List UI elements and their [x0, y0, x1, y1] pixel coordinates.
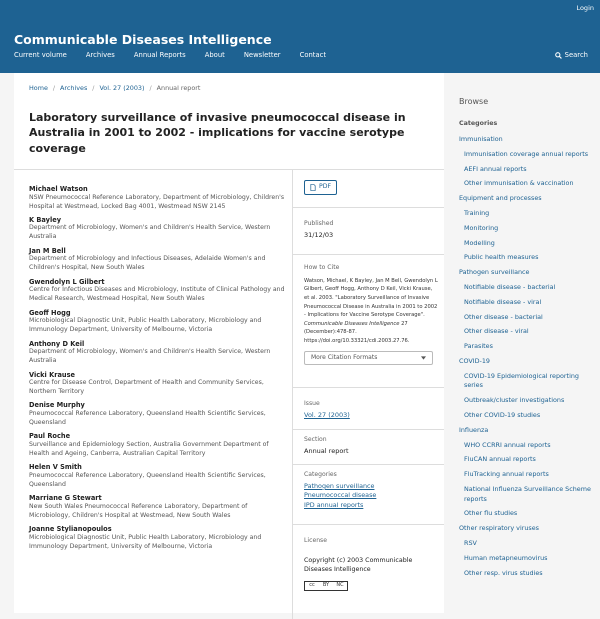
- breadcrumb-separator: /: [92, 84, 95, 92]
- sidebar-subcategory-link[interactable]: Other COVID-19 studies: [464, 410, 541, 419]
- author-affiliation: Microbiological Diagnostic Unit, Public Health Laboratory, Microbiology and Immunology Department, University of Melbourne, Victoria: [29, 533, 262, 550]
- sidebar-category-link[interactable]: COVID-19: [459, 356, 490, 365]
- author-item: [29, 247, 289, 274]
- author-name: Marriane G Stewart: [29, 494, 102, 503]
- breadcrumb-home[interactable]: Home: [29, 84, 48, 92]
- sidebar-subcategory-link[interactable]: Other immunisation & vaccination: [464, 179, 574, 188]
- category-links: [304, 482, 439, 511]
- author-item: [29, 463, 289, 490]
- author-item: [29, 340, 289, 367]
- category-link[interactable]: IPD annual reports: [304, 501, 364, 510]
- license-label: License: [304, 537, 327, 544]
- divider: [293, 429, 444, 430]
- author-affiliation: Pneumococcal Reference Laboratory, Queensland Health Scientific Services, Queensland: [29, 471, 266, 488]
- sidebar-subcategory-link[interactable]: Notifiable disease - bacterial: [464, 282, 556, 291]
- divider: [293, 387, 444, 388]
- sidebar-subcategory-link[interactable]: Immunisation coverage annual reports: [464, 149, 589, 158]
- file-icon: [310, 184, 316, 191]
- author-affiliation: New South Wales Pneumococcal Reference Laboratory, Department of Microbiology, Children's Hospital at Westmead, New South Wales: [29, 502, 248, 519]
- login-link[interactable]: Login: [576, 4, 594, 12]
- author-affiliation: Department of Microbiology, Women's and Children's Health Service, Western Australia: [29, 348, 271, 365]
- sidebar-subcategory-link[interactable]: AEFI annual reports: [464, 164, 527, 173]
- sidebar-category-link[interactable]: Immunisation: [459, 135, 503, 143]
- author-item: [29, 371, 289, 398]
- author-name: K Bayley: [29, 215, 62, 224]
- cc-license-badge[interactable]: cc BY NC: [304, 581, 348, 591]
- sidebar: [445, 73, 600, 613]
- author-item: [29, 494, 289, 521]
- license-text: Copyright (c) 2003 Communicable Diseases Intelligence: [304, 556, 413, 574]
- nav-newsletter[interactable]: Newsletter: [243, 51, 281, 59]
- author-name: Geoff Hogg: [29, 308, 71, 317]
- citation-body: Watson, Michael, K Bayley, Jan M Bell, Gwendolyn L Gilbert, Geoff Hogg, Anthony D Keil, Vicki Krause, et al. 2003. "Laboratory Surveillance of Invasive Pneumococcal Disease in Australia in 2001 to 2002 - Implications for Vaccine Serotype Coverage".: [304, 277, 438, 319]
- citation-block: [304, 264, 439, 365]
- sidebar-category-list: [459, 135, 594, 583]
- breadcrumb-separator: /: [52, 84, 56, 92]
- breadcrumb-separator: /: [149, 84, 152, 92]
- sidebar-subcategory-link[interactable]: FluTracking annual reports: [464, 470, 549, 479]
- search-label: Search: [564, 51, 588, 59]
- author-item: [29, 185, 289, 212]
- sidebar-subcategory-link[interactable]: Other disease - bacterial: [464, 312, 543, 321]
- author-name: Gwendolyn L Gilbert: [29, 277, 105, 286]
- sidebar-subcategory-link[interactable]: Notifiable disease - viral: [464, 297, 542, 306]
- divider: [293, 524, 444, 525]
- site-header: [0, 0, 600, 73]
- author-name: Denise Murphy: [29, 401, 85, 410]
- column-divider: [292, 169, 293, 619]
- author-name: Joanne Stylianopoulos: [29, 525, 112, 534]
- sidebar-subcategory-link[interactable]: Training: [464, 208, 490, 217]
- section-value: Annual report: [304, 446, 349, 455]
- sidebar-subcategory-link[interactable]: National Influenza Surveillance Scheme reports: [464, 484, 591, 503]
- pdf-download-button[interactable]: [304, 180, 337, 195]
- category-link[interactable]: Pneumococcal disease: [304, 491, 377, 500]
- divider: [293, 464, 444, 465]
- nav-contact[interactable]: Contact: [299, 51, 327, 59]
- author-name: Paul Roche: [29, 432, 71, 441]
- issue-block: [304, 400, 439, 420]
- author-item: [29, 216, 289, 243]
- author-affiliation: NSW Pneumococcal Reference Laboratory, Department of Microbiology, Children's Hospital at Westmead, Locked Bag 4001, Westmead NSW 2145: [29, 193, 285, 210]
- breadcrumb: [29, 84, 200, 93]
- sidebar-categories-label: Categories: [459, 120, 498, 127]
- sidebar-subcategory-link[interactable]: Other disease - viral: [464, 327, 529, 336]
- citation-tail: (December):478-87. https://doi.org/10.33321/cdi.2003.27.76.: [304, 329, 410, 344]
- sidebar-category-link[interactable]: Pathogen surveillance: [459, 268, 530, 277]
- author-affiliation: Pneumococcal Reference Laboratory, Queensland Health Scientific Services, Queensland: [29, 410, 266, 426]
- published-date: 31/12/03: [304, 230, 334, 239]
- nav-about[interactable]: About: [204, 51, 225, 59]
- author-affiliation: Department of Microbiology and Infectious Diseases, Adelaide Women's and Children's Hospital, New South Wales: [29, 255, 266, 272]
- sidebar-category-link[interactable]: Other respiratory viruses: [459, 524, 539, 533]
- citation-formats-dropdown[interactable]: [304, 351, 433, 365]
- sidebar-subcategory-link[interactable]: Other resp. virus studies: [464, 568, 543, 577]
- caret-down-icon: [421, 356, 426, 360]
- issue-label: Issue: [304, 400, 320, 407]
- sidebar-subcategory-link[interactable]: COVID-19 Epidemiological reporting series: [464, 371, 579, 390]
- sidebar-subcategory-link[interactable]: Modelling: [464, 238, 495, 247]
- author-name: Vicki Krause: [29, 370, 75, 379]
- author-affiliation: Department of Microbiology, Women's and Children's Health Service, Western Australia: [29, 224, 271, 241]
- author-name: Helen V Smith: [29, 463, 82, 472]
- author-affiliation: Centre for Disease Control, Department of Health and Community Services, Northern Territory: [29, 379, 264, 396]
- divider: [293, 207, 444, 208]
- author-affiliation: Surveillance and Epidemiology Section, Australia Government Department of Health and Ageing, Canberra, Australian Capital Territory: [29, 440, 269, 457]
- categories-label: Categories: [304, 471, 337, 478]
- author-name: Anthony D Keil: [29, 339, 85, 348]
- citation-text: [304, 277, 439, 346]
- author-item: [29, 309, 289, 336]
- author-affiliation: Centre for Infectious Diseases and Microbiology, Institute of Clinical Pathology and Medical Research, Westmead Hospital, New South Wales: [29, 286, 285, 303]
- sidebar-category-link[interactable]: Equipment and processes: [459, 194, 542, 203]
- author-item: [29, 432, 289, 459]
- citation-formats-label: More Citation Formats: [311, 354, 378, 362]
- citation-volume: 27: [401, 320, 408, 327]
- author-name: Michael Watson: [29, 185, 88, 193]
- cite-label: How to Cite: [304, 264, 340, 271]
- article-main: [14, 73, 444, 613]
- author-item: [29, 401, 289, 428]
- license-block: [304, 537, 439, 591]
- divider: [293, 254, 444, 255]
- sidebar-category-link[interactable]: Influenza: [459, 425, 489, 434]
- page-title: Laboratory surveillance of invasive pneumococcal disease in Australia in 2001 to 2002 - implications for vaccine serotype coverage: [29, 111, 406, 155]
- sidebar-subcategory-link[interactable]: Human metapneumovirus: [464, 553, 548, 562]
- categories-block: [304, 471, 439, 511]
- section-label: Section: [304, 436, 327, 443]
- breadcrumb-issue[interactable]: Vol. 27 (2003): [99, 84, 145, 92]
- nav-current-volume[interactable]: Current volume: [14, 51, 67, 59]
- author-name: Jan M Bell: [29, 246, 66, 255]
- nav-archives[interactable]: Archives: [85, 51, 115, 59]
- pdf-label: PDF: [319, 183, 332, 190]
- search-icon: [555, 52, 562, 59]
- citation-journal: Communicable Diseases Intelligence: [304, 320, 400, 327]
- sidebar-subcategory-link[interactable]: Parasites: [464, 342, 493, 351]
- breadcrumb-archives[interactable]: Archives: [60, 84, 88, 92]
- section-block: [304, 436, 439, 456]
- divider: [14, 169, 444, 170]
- category-link[interactable]: Pathogen surveillance: [304, 481, 375, 490]
- issue-link[interactable]: Vol. 27 (2003): [304, 410, 350, 419]
- main-nav: [14, 51, 345, 61]
- breadcrumb-current: Annual report: [156, 84, 201, 92]
- search-link[interactable]: [555, 51, 588, 61]
- sidebar-subcategory-link[interactable]: Other flu studies: [464, 509, 518, 518]
- sidebar-subcategory-link[interactable]: FluCAN annual reports: [464, 455, 536, 464]
- sidebar-subcategory-link[interactable]: Outbreak/cluster investigations: [464, 396, 565, 405]
- sidebar-subcategory-link[interactable]: Public health measures: [464, 253, 539, 262]
- nav-annual-reports[interactable]: Annual Reports: [133, 51, 186, 59]
- sidebar-subcategory-link[interactable]: Monitoring: [464, 223, 499, 232]
- sidebar-subcategory-link[interactable]: RSV: [464, 538, 477, 547]
- author-item: [29, 525, 289, 552]
- published-label: Published: [304, 220, 334, 227]
- author-item: [29, 278, 289, 305]
- author-list: [29, 185, 289, 556]
- browse-heading: Browse: [459, 97, 489, 106]
- published-block: [304, 220, 439, 240]
- sidebar-subcategory-link[interactable]: WHO CCRRI annual reports: [464, 440, 551, 449]
- site-title[interactable]: Communicable Diseases Intelligence: [14, 32, 272, 47]
- author-affiliation: Microbiological Diagnostic Unit, Public Health Laboratory, Microbiology and Immunology Department, University of Melbourne, Victoria: [29, 317, 262, 334]
